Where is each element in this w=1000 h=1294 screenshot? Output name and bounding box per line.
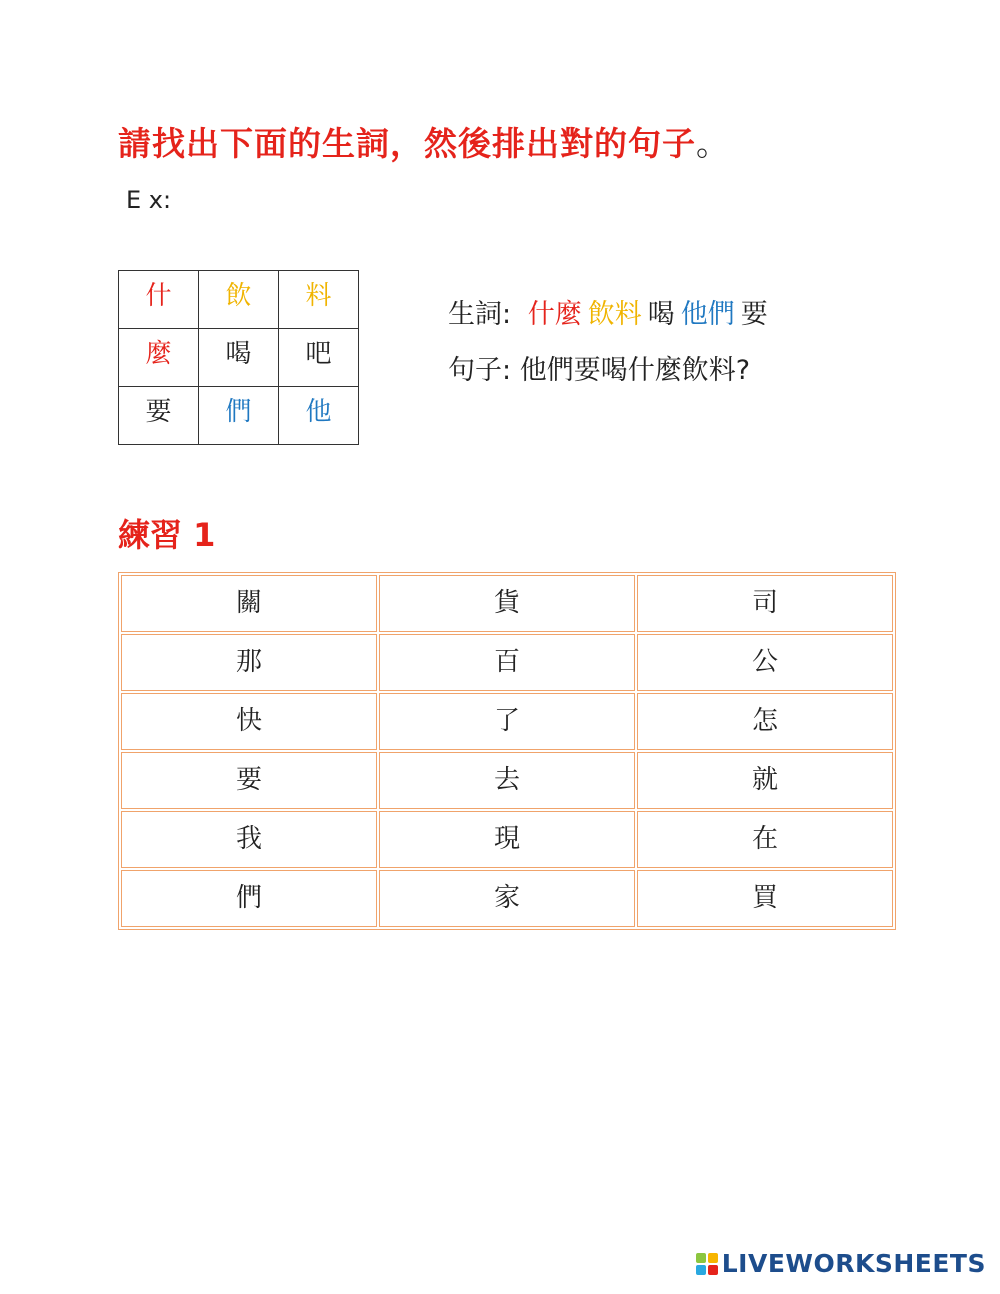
practice-grid-row — [121, 811, 893, 868]
practice-cell: 百 — [379, 634, 635, 691]
example-cell: 飲 — [199, 271, 279, 329]
example-sentence-line — [448, 348, 750, 387]
example-cell: 麼 — [119, 329, 199, 387]
logo-block — [708, 1253, 718, 1263]
practice-cell: 買 — [637, 870, 893, 927]
logo-block — [708, 1265, 718, 1275]
example-cell: 們 — [199, 387, 279, 445]
practice-grid-row — [121, 870, 893, 927]
example-cell: 吧 — [279, 329, 359, 387]
practice-cell: 現 — [379, 811, 635, 868]
practice-grid-row — [121, 693, 893, 750]
vocab-word: 飲料 — [587, 299, 642, 330]
practice-cell: 們 — [121, 870, 377, 927]
practice-grid — [118, 572, 896, 930]
practice-title: 練習 1 — [118, 516, 216, 554]
practice-cell: 在 — [637, 811, 893, 868]
practice-cell: 家 — [379, 870, 635, 927]
liveworksheets-logo[interactable] — [696, 1249, 986, 1278]
example-cell: 喝 — [199, 329, 279, 387]
practice-cell: 貨 — [379, 575, 635, 632]
logo-block — [696, 1253, 706, 1263]
practice-grid-row — [121, 575, 893, 632]
example-grid-row — [119, 271, 359, 329]
sentence-label: 句子: — [448, 355, 512, 386]
instruction-end-punct: 。 — [696, 124, 730, 163]
practice-grid-row — [121, 634, 893, 691]
practice-cell: 那 — [121, 634, 377, 691]
example-grid — [118, 270, 359, 445]
practice-cell: 公 — [637, 634, 893, 691]
practice-cell: 怎 — [637, 693, 893, 750]
practice-cell: 要 — [121, 752, 377, 809]
practice-cell: 去 — [379, 752, 635, 809]
vocab-words — [520, 299, 774, 330]
example-cell: 要 — [119, 387, 199, 445]
logo-blocks-icon — [696, 1253, 718, 1275]
practice-cell: 就 — [637, 752, 893, 809]
example-cell: 他 — [279, 387, 359, 445]
vocab-label: 生詞: — [448, 299, 512, 330]
logo-text: LIVEWORKSHEETS — [721, 1249, 986, 1278]
example-cell: 什 — [119, 271, 199, 329]
sentence-text: 他們要喝什麼飲料? — [519, 355, 751, 386]
example-label: E x: — [126, 186, 172, 214]
practice-grid-row — [121, 752, 893, 809]
practice-cell: 我 — [121, 811, 377, 868]
instruction-title — [118, 118, 730, 165]
example-grid-row — [119, 387, 359, 445]
vocab-word: 什麼 — [527, 299, 582, 330]
practice-cell: 快 — [121, 693, 377, 750]
example-vocab-line — [448, 292, 774, 331]
vocab-word: 喝 — [647, 299, 675, 330]
logo-block — [696, 1265, 706, 1275]
vocab-word: 要 — [740, 299, 768, 330]
practice-cell: 關 — [121, 575, 377, 632]
practice-cell: 司 — [637, 575, 893, 632]
vocab-word: 他們 — [680, 299, 735, 330]
instruction-text: 請找出下面的生詞，然後排出對的句子 — [118, 124, 696, 163]
example-grid-row — [119, 329, 359, 387]
practice-cell: 了 — [379, 693, 635, 750]
example-cell: 料 — [279, 271, 359, 329]
